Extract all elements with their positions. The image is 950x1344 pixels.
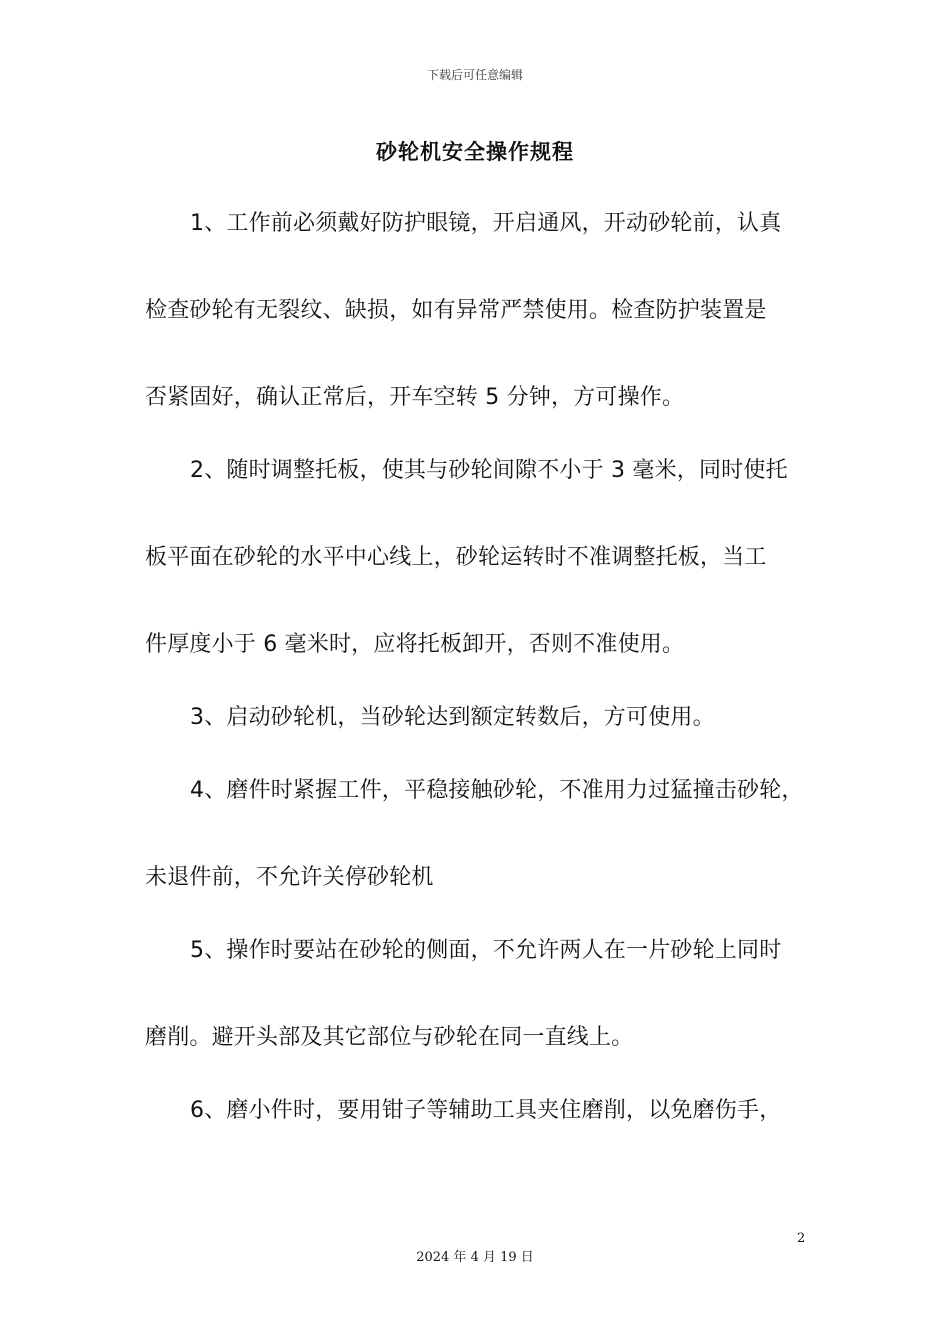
- paragraph-line: 5、操作时要站在砂轮的侧面，不允许两人在一片砂轮上同时: [190, 938, 782, 963]
- paragraph-line: 4、磨件时紧握工件，平稳接触砂轮，不准用力过猛撞击砂轮，: [190, 778, 804, 803]
- paragraph-line: 1、工作前必须戴好防护眼镜，开启通风，开动砂轮前，认真: [190, 211, 782, 236]
- document-title: 砂轮机安全操作规程: [376, 140, 574, 164]
- paragraph-line: 未退件前，不允许关停砂轮机: [145, 865, 434, 890]
- paragraph-line: 3、启动砂轮机，当砂轮达到额定转数后，方可使用。: [190, 705, 715, 730]
- paragraph-line: 否紧固好，确认正常后，开车空转 5 分钟，方可操作。: [145, 385, 685, 410]
- paragraph-line: 6、磨小件时，要用钳子等辅助工具夹住磨削，以免磨伤手，: [190, 1098, 782, 1123]
- paragraph-line: 2、随时调整托板，使其与砂轮间隙不小于 3 毫米，同时使托: [190, 458, 788, 483]
- paragraph-line: 磨削。避开头部及其它部位与砂轮在同一直线上。: [145, 1025, 634, 1050]
- paragraph-line: 件厚度小于 6 毫米时，应将托板卸开，否则不准使用。: [145, 632, 685, 657]
- header-note: 下载后可任意编辑: [426, 68, 523, 82]
- page-number: 2: [797, 1231, 806, 1246]
- footer-date: 2024 年 4 月 19 日: [416, 1250, 534, 1265]
- paragraph-line: 检查砂轮有无裂纹、缺损，如有异常严禁使用。检查防护装置是: [145, 298, 767, 323]
- paragraph-line: 板平面在砂轮的水平中心线上，砂轮运转时不准调整托板，当工: [145, 545, 767, 570]
